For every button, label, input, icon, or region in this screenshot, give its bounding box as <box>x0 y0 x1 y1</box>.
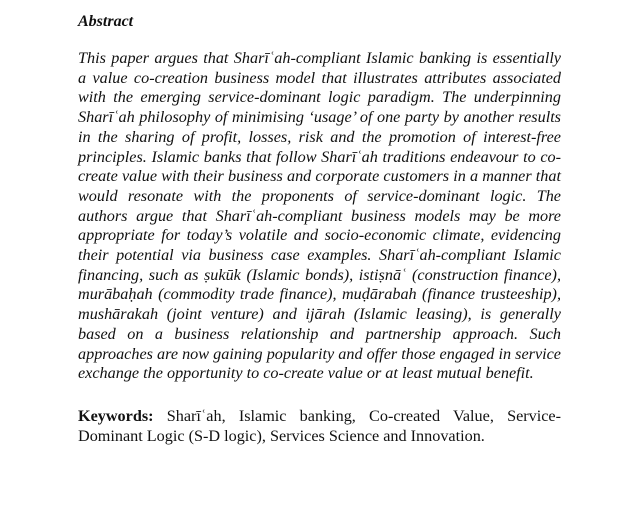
abstract-body: This paper argues that Sharīʿah-compliant Islamic banking is essentially a value co-creation business model that illustrates attributes associated with the emerging service-dominant logic paradigm. The underpinning Sharīʿah philosophy of minimising ‘usage’ of one party by another results in the sharing of profit, losses, risk and the promotion of interest-free principles. Islamic banks that follow Sharīʿah traditions endeavour to co-create value with their business and corporate customers in a manner that would resonate with the proponents of service-dominant logic. The authors argue that Sharīʿah-compliant business models may be more appropriate for today’s volatile and socio-economic climate, evidencing their potential via business case examples. Sharīʿah-compliant Islamic financing, such as ṣukūk (Islamic bonds), istiṣnāʿ (construction finance), murābaḥah (commodity trade finance), muḍārabah (finance trusteeship), mushārakah (joint venture) and ijārah (Islamic leasing), is generally based on a business relationship and partnership approach. Such approaches are now gaining popularity and offer those engaged in service exchange the opportunity to co-create value or at least mutual benefit. <box>78 49 561 383</box>
abstract-heading: Abstract <box>78 13 134 30</box>
paper-abstract-section <box>78 12 561 446</box>
keywords-label: Keywords: <box>78 406 154 425</box>
keywords-paragraph <box>78 407 561 446</box>
keywords-text: Sharīʿah, Islamic banking, Co-created Value, Service-Dominant Logic (S-D logic), Services Science and Innovation. <box>78 406 561 445</box>
